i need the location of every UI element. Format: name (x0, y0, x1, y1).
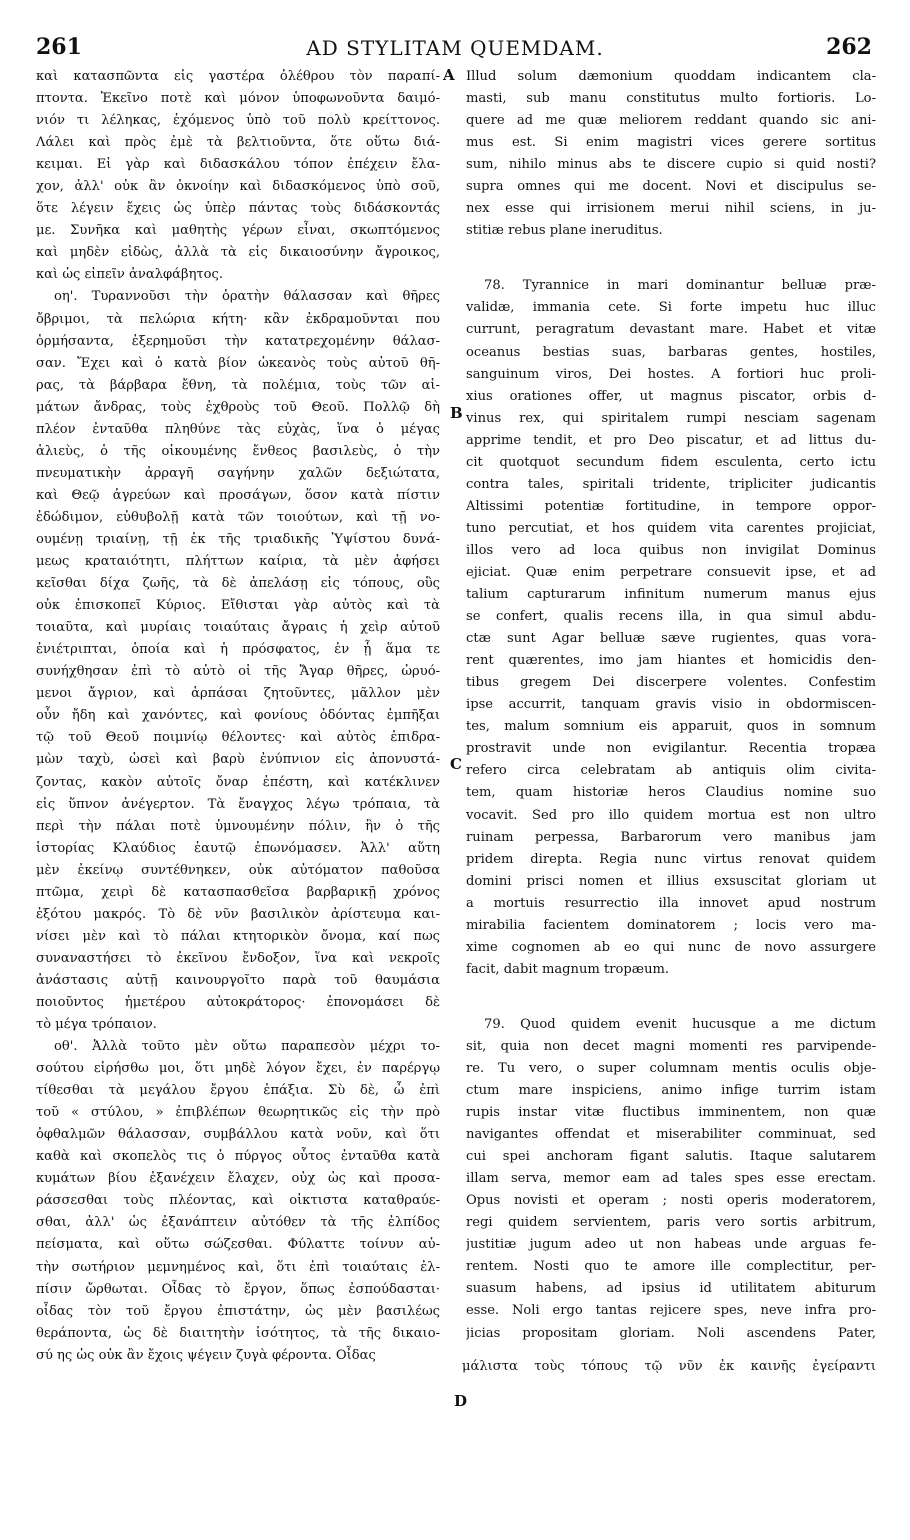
text-line: τὴν σωτήριον μεμνημένος καὶ, ὅτι ἐπὶ τοιαύταις ἐλ- (36, 1259, 440, 1275)
text-line: ράσσεσθαι τοὺς πλέοντας, καὶ οἰκτιστα καταθραύε- (36, 1193, 440, 1209)
text-line: se confert, qualis recens illa, in qua simul abdu- (466, 609, 876, 625)
page-number-right: 262 (826, 34, 872, 60)
text-line: ctæ sunt Agar belluæ sæve rugientes, quas vora- (466, 631, 876, 647)
text-line: ουμένῃ τριαίνῃ, τῇ ἐκ τῆς τριαδικῆς Ὑψίστου δυνά- (36, 531, 440, 547)
text-line: πτῶμα, χειρὶ δὲ κατασπασθεῖσα βαρβαρικῇ χρόνος (36, 884, 440, 900)
text-line: ruinam perpessa, Barbarorum vero manibus jam (466, 829, 876, 845)
text-line: εἰς ὕπνον ἀνέγερτον. Τὰ ἔναγχος λέγω τρόπαια, τὰ (36, 796, 440, 812)
text-line: κυμάτων βίου ἐξανέχειν ἔλαχεν, οὐχ ὡς καὶ προσα- (36, 1171, 440, 1187)
text-line: μεως κραταιότητι, πλήττων καίρια, τὰ μὲν ἀφήσει (36, 554, 440, 570)
text-line: τῷ τοῦ Θεοῦ ποιμνίῳ θέλοντες· καὶ αὐτὸς ἐπιδρα- (36, 730, 440, 746)
text-line: περὶ τὴν πάλαι ποτὲ ὑμνουμένην πόλιν, ἣν ὁ τῆς (36, 818, 440, 834)
text-line: contra tales, spiritali tridente, tripliciter judicantis (466, 476, 876, 492)
text-line: σθαι, ἀλλ' ὡς ἐξανάπτειν αὐτόθεν τὰ τῆς ἐλπίδος (36, 1215, 440, 1231)
text-line: Altissimi potentiæ fortitudine, in tempore oppor- (466, 498, 876, 514)
text-line: καὶ κατασπῶντα εἰς γαστέρα ὀλέθρου τὸν παραπί- (36, 69, 440, 84)
text-line: rent quærentes, imo jam hiantes et homicidis den- (466, 653, 876, 669)
latin-column (466, 66, 876, 1345)
text-line: πίσιν ὤρθωται. Οἶδας τὸ ἔργον, ὅπως ἐσπούδασται· (36, 1281, 440, 1297)
text-line: re. Tu vero, o super columnam mentis oculis obje- (466, 1060, 876, 1076)
text-line: μενοι ἄγριον, καὶ ἁρπάσαι ζητοῦντες, μᾶλλον μὲν (36, 686, 440, 702)
text-line: ὀφθαλμῶν θάλασσαν, συμβάλλου κατὰ νοῦν, καὶ ὅτι (36, 1127, 440, 1143)
margin-letter-d: D (454, 1392, 468, 1410)
text-line: μὼν ταχὺ, ὡσεὶ καὶ βαρὺ ἐνύπνιον εἰς ἀπονυστά- (36, 752, 440, 768)
text-line: tem, quam historiæ heros Claudius nomine suo (466, 785, 876, 801)
text-line: με. Συνῆκα καὶ μαθητὴς γέρων εἶναι, σκωπτόμενος (36, 223, 440, 239)
text-line: validæ, immania cete. Si forte impetu huc illuc (466, 300, 876, 316)
text-line: quere ad me quæ meliorem reddant quando sic ani- (466, 113, 876, 129)
text-line: rentem. Nosti quo te amore ille complectitur, per- (466, 1259, 876, 1275)
text-line: oceanus bestias suas, barbaras gentes, hostiles, (466, 344, 876, 360)
paragraph-gap (466, 981, 876, 1014)
text-line: ἀνάστασις αὐτῇ καινουργοῖτο παρὰ τοῦ θαυμάσια (36, 972, 440, 988)
text-line: χον, ἀλλ' οὐκ ἂν ὀκνοίην καὶ διδασκόμενος ὑπὸ σοῦ, (36, 179, 440, 195)
text-line: οὐκ ἐπισκοπεῖ Κύριος. Εἴθισται γὰρ αὐτὸς καὶ τὰ (36, 598, 440, 614)
text-line: σαν. Ἔχει καὶ ὁ κατὰ βίον ὠκεανὸς τοὺς αὐτοῦ θῆ- (36, 355, 440, 371)
page-header (0, 34, 910, 64)
text-line: νίσει μὲν καὶ τὸ πάλαι κτητορικὸν ὄνομα, καί πως (36, 928, 440, 944)
text-line: esse. Noli ergo tantas rejicere spes, neve infra pro- (466, 1303, 876, 1319)
text-line: a mortuis resurrectio illa innovet apud nostrum (466, 895, 876, 911)
text-line: nex esse qui irrisionem merui nihil sciens, in ju- (466, 201, 876, 217)
text-line: ejiciat. Quæ enim perpetrare consuevit ipse, et ad (466, 564, 876, 580)
text-line: mirabilia facientem dominatorem ; locis vero ma- (466, 917, 876, 933)
text-line: vocavit. Sed pro illo quidem mortua est non ultro (466, 807, 876, 823)
text-line: καὶ ὡς εἰπεῖν ἀναλφάβητος. (36, 267, 224, 283)
text-line: ποιοῦντος ἡμετέρου αὐτοκράτορος· ἐπονομάσει δὲ (36, 994, 440, 1010)
text-line: mus est. Si enim magistri vices gerere sortitus (466, 135, 876, 151)
text-line: οὖν ἤδη καὶ χανόντες, καὶ φονίους ὀδόντας ἐμπῆξαι (36, 708, 440, 724)
text-line: illam serva, memor eam ad tales spes esse erectam. (466, 1171, 876, 1187)
text-line: ὁρμήσαντα, ἐξερημοῦσι τὴν κατατρεχομένην θάλασ- (36, 333, 440, 349)
text-line: Illud solum dæmonium quoddam indicantem cla- (466, 69, 876, 84)
text-line: supra omnes qui me docent. Novi et discipulus se- (466, 179, 876, 195)
text-line: 78. Tyrannice in mari dominantur belluæ præ- (484, 278, 876, 294)
text-line: ρας, τὰ βάρβαρα ἔθνη, τὰ πολέμια, τοὺς τῶν αἱ- (36, 377, 440, 393)
text-line: tuno percutiat, et hos quidem vita carentes projiciat, (466, 520, 876, 536)
text-line: sanguinum viros, Dei hostes. A fortiori huc proli- (466, 366, 876, 382)
greek-overflow-line: μάλιστα τοὺς τόπους τῷ νῦν ἐκ καινῆς ἐγείραντι (462, 1359, 876, 1374)
text-line: sum, nihilo minus abs te discere cupio si quid nosti? (466, 157, 876, 173)
text-line: vinus rex, qui spiritalem rumpi nesciam sagenam (466, 410, 876, 426)
text-line: πνευματικὴν ἀρραγῆ σαγήνην χαλῶν δεξιώτατα, (36, 465, 440, 481)
text-line: κεῖσθαι δίχα ζωῆς, τὰ δὲ ἀπελάσῃ εἰς τόπους, οὓς (36, 576, 440, 592)
margin-letter-b: B (450, 404, 463, 422)
text-line: μὲν ἐκείνῳ συντέθνηκεν, οὐκ αὐτόματον παθοῦσα (36, 862, 440, 878)
text-line: ὅτε λέγειν ἔχεις ὡς ὑπὲρ πάντας τοὺς διδάσκοντάς (36, 201, 440, 217)
text-line: xime cognomen ab eo qui nunc de novo assurgere (466, 939, 876, 955)
text-line: xius orationes offer, ut magnus piscator, orbis d- (466, 388, 876, 404)
text-line: ἱστορίας Κλαύδιος ἑαυτῷ ἐπωνόμασεν. Ἀλλ' αὕτη (36, 840, 440, 856)
text-line: stitiæ rebus plane ineruditus. (466, 223, 663, 239)
text-line: ctum mare inspiciens, animo infige turrim istam (466, 1083, 876, 1099)
text-line: navigantes offendat et miserabiliter comminuat, sed (466, 1127, 876, 1143)
text-line: οθ'. Ἀλλὰ τοῦτο μὲν οὕτω παραπεσὸν μέχρι το- (54, 1039, 440, 1055)
margin-letter-c: C (450, 755, 462, 773)
text-line: καθὰ καὶ σκοπελὸς τις ὁ πύργος οὗτος ἐνταῦθα κατὰ (36, 1149, 440, 1165)
text-line: σύ ης ὡς οὐκ ἂν ἔχοις ψέγειν ζυγὰ φέροντα. Οἶδας (36, 1347, 376, 1363)
text-line: domini prisci nomen et illius exsuscitat gloriam ut (466, 873, 876, 889)
text-line: θεράποντα, ὡς δὲ διαιτητὴν ἰσότητος, τὰ τῆς δικαιο- (36, 1325, 440, 1341)
text-line: facit, dabit magnum tropæum. (466, 961, 670, 977)
text-line: συνήχθησαν ἐπὶ τὸ αὐτὸ οἱ τῆς Ἄγαρ θῆρες, ὠρυό- (36, 664, 440, 680)
text-line: συναναστήσει τὸ ἐκεῖνου ἔνδοξον, ἵνα καὶ νεκροῖς (36, 950, 440, 966)
text-line: τοῦ « στύλου, » ἐπιβλέπων θεωρητικῶς εἰς τὴν πρὸ (36, 1105, 440, 1121)
text-line: πτοντα. Ἐκεῖνο ποτὲ καὶ μόνον ὑποφωνοῦντα δαιμό- (36, 91, 440, 107)
text-line: regi quidem servientem, paris vero sortis arbitrum, (466, 1215, 876, 1231)
text-line: τοιαῦτα, καὶ μυρίαις τοιαύταις ἄγραις ἡ χεὶρ αὐτοῦ (36, 620, 440, 636)
paragraph-gap (466, 242, 876, 275)
text-line: tibus gregem Dei discerpere volentes. Confestim (466, 675, 876, 691)
text-line: καὶ μηδὲν εἰδὼς, ἀλλὰ τὰ εἰς δικαιοσύνην ἄγροικος, (36, 245, 440, 261)
text-line: οἶδας τὸν τοῦ ἔργου ἐπιστάτην, ὡς μὲν βασιλέως (36, 1303, 440, 1319)
text-line: refero circa celebratam ab antiquis olim civita- (466, 763, 876, 779)
text-line: νιόν τι λέληκας, ἐχόμενος ὑπὸ τοῦ πολὺ κρείττονος. (36, 113, 440, 129)
text-line: pridem direpta. Regia nunc virtus renovat quidem (466, 851, 876, 867)
text-line: masti, sub manu constitutus multo fortioris. Lo- (466, 91, 876, 107)
text-line: currunt, peragratum devastant mare. Habet et vitæ (466, 322, 876, 338)
text-line: 79. Quod quidem evenit hucusque a me dictum (484, 1016, 876, 1032)
text-line: suasum habens, ad ipsius id utilitatem abiturum (466, 1281, 876, 1297)
text-line: κειμαι. Εἰ γὰρ καὶ διδασκάλου τόπον ἐπέχειν ἔλα- (36, 157, 440, 173)
text-line: ζοντας, κακὸν αὐτοῖς ὄναρ ἐπέστη, καὶ κατέκλινεν (36, 774, 440, 790)
text-line: Opus novisti et operam ; nosti operis moderatorem, (466, 1193, 876, 1209)
text-line: ἐξότου μακρός. Τὸ δὲ νῦν βασιλικὸν ἀρίστευμα και- (36, 906, 440, 922)
text-line: τίθεσθαι τὰ μεγάλου ἔργου ἐπάξια. Σὺ δὲ, ὦ ἐπὶ (36, 1083, 440, 1099)
running-title: AD STYLITAM QUEMDAM. (306, 36, 604, 60)
text-line: ἁλιεὺς, ὁ τῆς οἰκουμένης ἔνθεος βασιλεὺς, ὁ τὴν (36, 443, 440, 459)
text-line: rupis instar vitæ fluctibus imminentem, non quæ (466, 1105, 876, 1121)
text-line: πείσματα, καὶ οὕτω σώζεσθαι. Φύλαττε τοίνυν αὐ- (36, 1237, 440, 1253)
text-line: apprime tendit, et pro Deo piscatur, et ad littus du- (466, 432, 876, 448)
text-line: sit, quia non decet magni momenti res parvipende- (466, 1038, 876, 1054)
greek-column (36, 66, 440, 1367)
text-line: cit quotquot secundum fidem esculenta, certo ictu (466, 454, 876, 470)
text-line: jicias propositam gloriam. Noli ascendens Pater, (466, 1325, 876, 1341)
text-line: ἐνιέτριπται, ὁποία καὶ ἡ πρόσφατος, ἐν ᾗ ἅμα τε (36, 642, 440, 658)
text-line: prostravit unde non evigilantur. Recentia tropæa (466, 741, 876, 757)
text-line: τὸ μέγα τρόπαιον. (36, 1017, 157, 1033)
text-line: cui spei anchoram figant salutis. Itaque salutarem (466, 1149, 876, 1165)
text-line: μάτων ἄνδρας, τοὺς ἐχθροὺς τοῦ Θεοῦ. Πολλῷ δὴ (36, 399, 440, 415)
text-line: καὶ Θεῷ ἀγρεύων καὶ προσάγων, ὅσον κατὰ πίστιν (36, 487, 440, 503)
text-line: ἐδώδιμον, εὐθυβολῇ κατὰ τῶν τοιούτων, καὶ τῇ νο- (36, 509, 440, 525)
margin-letter-a: A (443, 66, 455, 84)
text-line: talium capturarum infinitum numerum manus ejus (466, 587, 876, 603)
text-line: οη'. Τυραννοῦσι τὴν ὁρατὴν θάλασσαν καὶ θῆρες (54, 289, 440, 305)
text-line: justitiæ jugum adeo ut non habeas unde arguas fe- (466, 1237, 876, 1253)
page-number-left: 261 (36, 34, 82, 60)
text-line: illos vero ad loca quibus non invigilat Dominus (466, 542, 876, 558)
text-line: Λάλει καὶ πρὸς ἐμὲ τὰ βελτιοῦντα, ὅτε οὕτω διά- (36, 135, 440, 151)
text-line: tes, malum somnium eis apparuit, quos in somnum (466, 719, 876, 735)
text-line: ὄβριμοι, τὰ πελώρια κήτη· κἂν ἐκδραμοῦνται που (36, 311, 440, 327)
text-line: πλέον ἐνταῦθα πληθύνε τὰς εὐχὰς, ἵνα ὁ μέγας (36, 421, 440, 437)
text-line: ipse accurrit, tanquam gravis visio in obdormiscen- (466, 697, 876, 713)
text-line: σούτου εἰρήσθω μοι, ὅτι μηδὲ λόγον ἔχει, ἐν παρέργῳ (36, 1061, 440, 1077)
